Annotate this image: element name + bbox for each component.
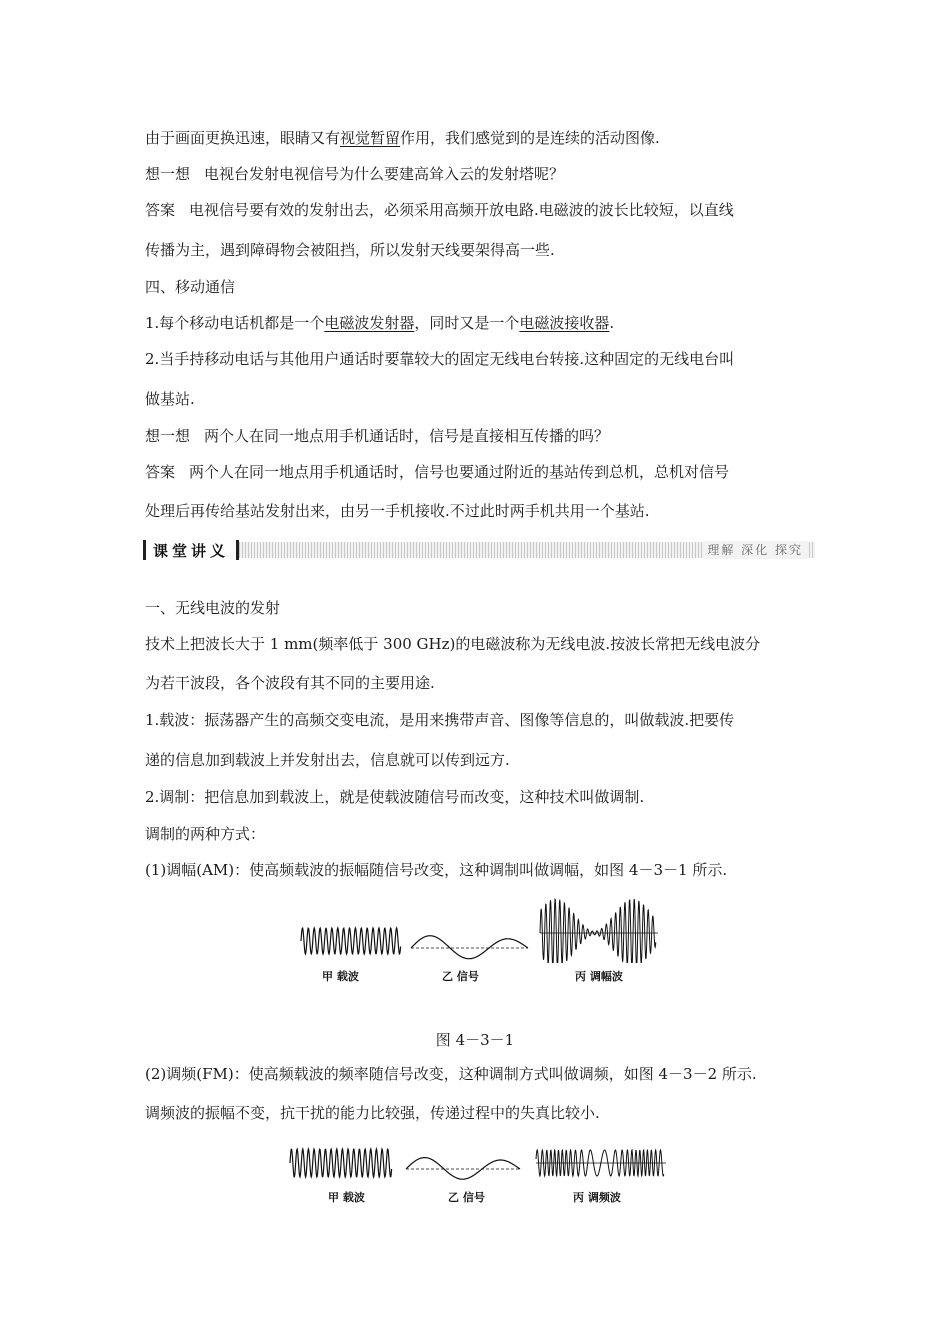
answer-text: 电视信号要有效的发射出去，必须采用高频开放电路.电磁波的波长比较短，以直线 [189,201,734,219]
section-banner [143,538,815,562]
paragraph-line: 调频波的振幅不变，抗干扰的能力比较强，传递过程中的失真比较小. [145,1104,600,1122]
am-modulated-label: 丙 调幅波 [575,970,623,983]
underlined-term: 电磁波发射器 [324,314,415,332]
am-carrier-label: 甲 载波 [322,970,359,983]
fm-signal-label: 乙 信号 [448,1191,485,1204]
carrier-wave [290,1149,392,1177]
list-item: (2)调频(FM)：使高频载波的频率随信号改变，这种调制方式叫做调频，如图 4－3－2 所示. [145,1065,757,1083]
paragraph-line: 技术上把波长大于 1 mm(频率低于 300 GHz)的电磁波称为无线电波.按波长常把无线电波分 [145,635,761,653]
paragraph-line: 为若干波段，各个波段有其不同的主要用途. [145,674,435,692]
fm-figure [288,1143,668,1185]
answer [145,462,729,482]
list-item: 1.载波：振荡器产生的高频交变电流，是用来携带声音、图像等信息的，叫做载波.把要传 [145,711,735,729]
fm-modulated-label: 丙 调频波 [573,1191,621,1204]
banner-tagline: 理解 深化 探究 [703,541,807,559]
list-item: (1)调幅(AM)：使高频载波的振幅随信号改变，这种调制叫做调幅，如图 4－3－1 所示. [145,861,728,879]
paragraph-line: 传播为主，遇到障碍物会被阻挡，所以发射天线要架得高一些. [145,241,555,259]
think-prompt [145,426,609,446]
list-item: 2.当手持移动电话与其他用户通话时要靠较大的固定无线电台转接.这种固定的无线电台叫 [145,350,735,368]
text-segment: 作用，我们感觉到的是连续的活动图像. [400,129,660,147]
paragraph-line: 处理后再传给基站发射出来，由另一手机接收.不过此时两手机共用一个基站. [145,502,650,520]
figure-caption: 图 4－3－1 [435,1031,515,1049]
text-segment: ，同时又是一个 [414,314,520,332]
think-question: 电视台发射电视信号为什么要建高耸入云的发射塔呢？ [204,165,565,183]
answer [145,200,734,220]
signal-wave [406,1158,520,1180]
am-figure-svg [298,893,663,963]
think-question: 两个人在同一地点用手机通话时，信号是直接相互传播的吗？ [204,427,610,445]
paragraph-line [145,128,660,148]
list-item [145,313,614,333]
am-signal-label: 乙 信号 [442,970,479,983]
fm-figure-svg [288,1143,668,1185]
answer-label: 答案 [145,201,176,219]
paragraph-line: 调制的两种方式： [145,825,266,843]
text-segment: 1.每个移动电话机都是一个 [145,314,325,332]
section-heading: 一、无线电波的发射 [145,599,281,617]
fm-carrier-label: 甲 载波 [328,1191,365,1204]
underlined-term: 电磁波接收器 [519,314,610,332]
think-label: 想一想 [145,165,191,183]
paragraph-line: 做基站. [145,390,195,408]
banner-title: 课堂讲义 [143,540,239,560]
section-heading: 四、移动通信 [145,278,236,296]
answer-label: 答案 [145,463,176,481]
list-item: 2.调制：把信息加到载波上，就是使载波随信号而改变，这种技术叫做调制. [145,788,645,806]
am-figure [298,893,663,963]
text-segment: 由于画面更换迅速，眼睛又有 [145,129,341,147]
underlined-term: 视觉暂留 [340,129,401,147]
signal-wave [411,936,528,959]
carrier-wave [301,928,401,954]
think-label: 想一想 [145,427,191,445]
am-modulated-wave [540,899,656,963]
paragraph-line: 递的信息加到载波上并发射出去，信息就可以传到远方. [145,751,510,769]
think-prompt [145,164,564,184]
answer-text: 两个人在同一地点用手机通话时，信号也要通过附近的基站传到总机，总机对信号 [189,463,730,481]
text-segment: . [609,314,615,332]
